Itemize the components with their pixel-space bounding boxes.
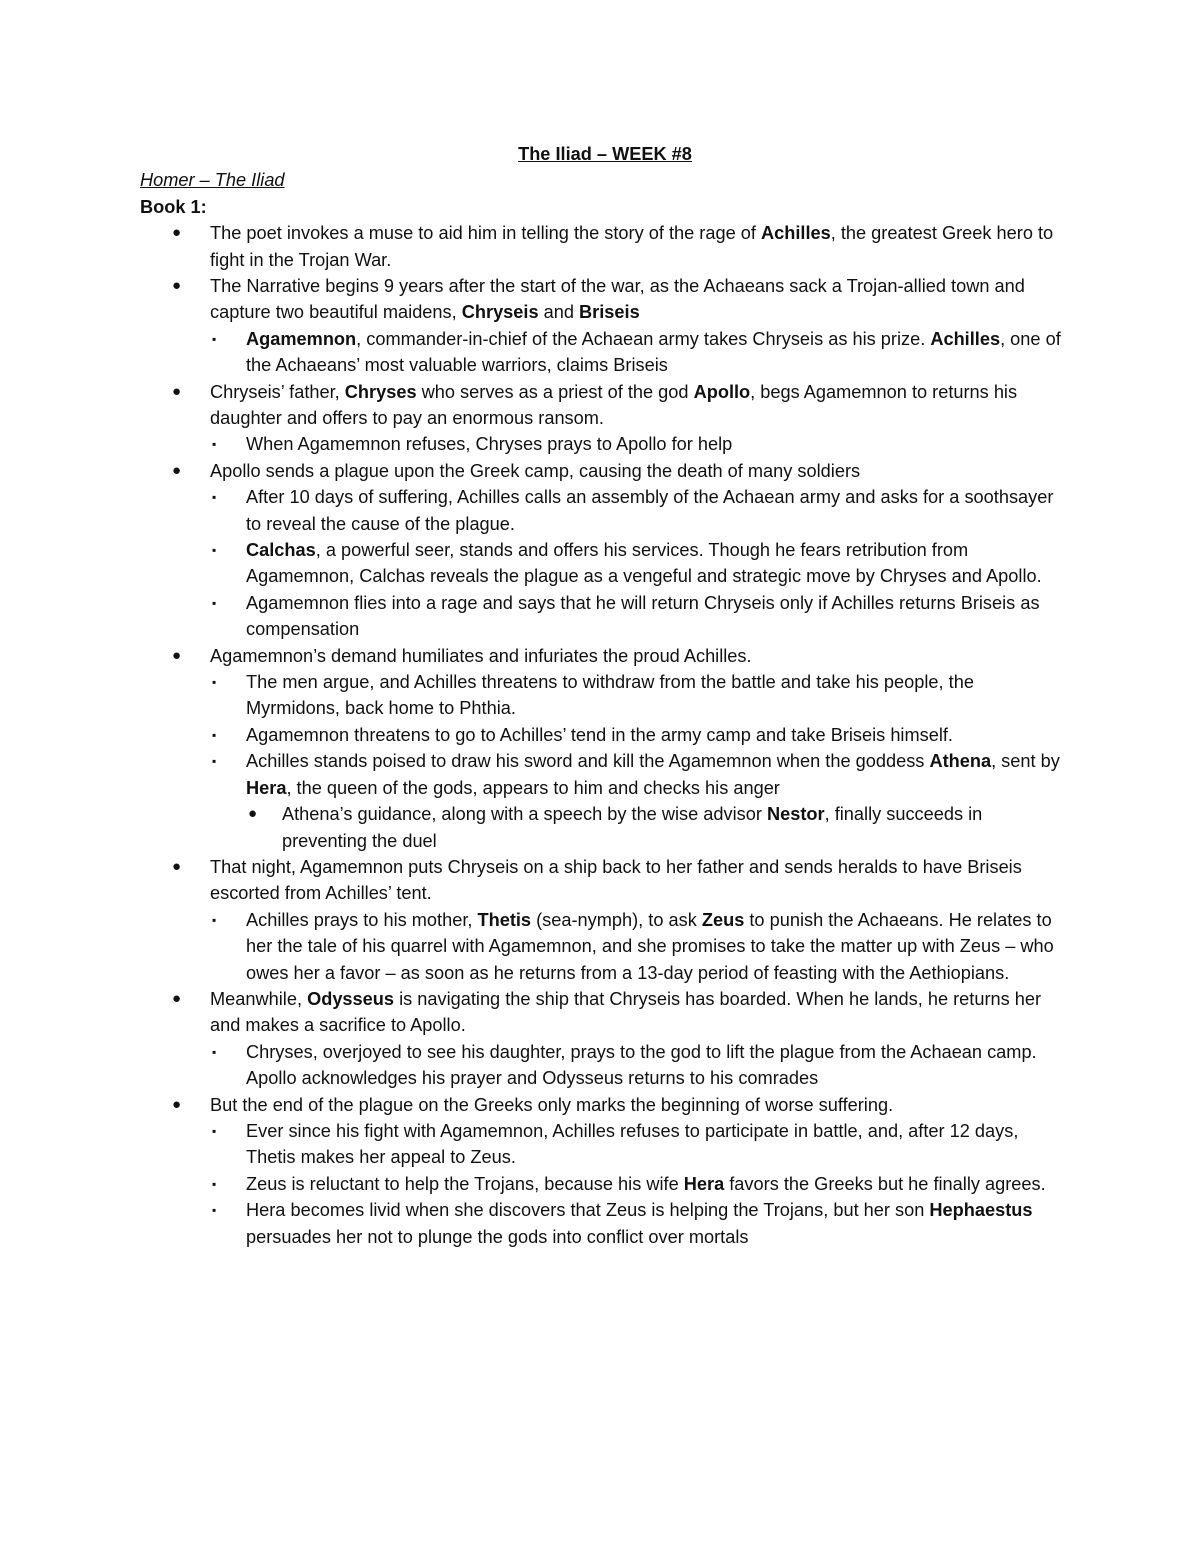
bold-term: Achilles [930, 328, 1001, 349]
item-text: , the queen of the gods, appears to him and checks his anger [286, 777, 780, 798]
item-text: Achilles prays to his mother, [246, 909, 478, 930]
dot-bullet-icon: ● [248, 805, 258, 823]
list-item [140, 1197, 1070, 1250]
list-item [140, 537, 1070, 590]
notes-list [140, 220, 1070, 1250]
item-text: But the end of the plague on the Greeks only marks the beginning of worse suffering. [210, 1094, 894, 1115]
bold-term: Odysseus [307, 988, 395, 1009]
square-bullet-icon: ▪ [212, 543, 217, 558]
item-text: who serves as a priest of the god [416, 381, 694, 402]
list-item [140, 1092, 1070, 1118]
item-text: Agamemnon’s demand humiliates and infuriates the proud Achilles. [210, 645, 752, 666]
item-text: and [538, 302, 580, 323]
section-heading: Book 1: [140, 196, 207, 217]
square-bullet-icon: ▪ [212, 437, 217, 452]
item-text: , one of the Achaeans’ most valuable warriors, claims Briseis [246, 328, 1061, 376]
bold-term: Chryses [344, 381, 417, 402]
bold-term: Briseis [579, 302, 640, 323]
item-text: Meanwhile, [210, 988, 308, 1009]
square-bullet-icon: ▪ [212, 1203, 217, 1218]
list-item [140, 722, 1070, 748]
list-item [140, 273, 1070, 326]
item-text: Ever since his fight with Agamemnon, Achilles refuses to participate in battle, and, after 12 days, Thetis makes her appeal to Zeus. [246, 1120, 1019, 1168]
bold-term: Nestor [766, 804, 825, 825]
bold-term: Apollo [693, 381, 751, 402]
square-bullet-icon: ▪ [212, 727, 217, 742]
list-item [140, 458, 1070, 484]
list-item [140, 801, 1070, 854]
bold-term: Hera [246, 777, 287, 798]
dot-bullet-icon: ● [172, 382, 182, 400]
list-item [140, 748, 1070, 801]
list-item [140, 379, 1070, 432]
item-text: , sent by [991, 751, 1060, 772]
square-bullet-icon: ▪ [212, 675, 217, 690]
list-item [140, 484, 1070, 537]
item-text: is navigating the ship that Chryseis has boarded. When he lands, he returns her and makes a sacrifice to Apollo. [210, 988, 1042, 1036]
list-item [140, 643, 1070, 669]
dot-bullet-icon: ● [172, 1095, 182, 1113]
square-bullet-icon: ▪ [212, 1176, 217, 1191]
square-bullet-icon: ▪ [212, 912, 217, 927]
document-body [140, 141, 1070, 1250]
item-text: , a powerful seer, stands and offers his services. Though he fears retribution from Agamemnon, Calchas reveals the plague as a vengeful and strategic move by Chryses and Apollo. [246, 540, 1042, 587]
bold-term: Zeus [701, 909, 745, 930]
item-text: Athena’s guidance, along with a speech by the wise advisor [282, 804, 767, 825]
item-text: After 10 days of suffering, Achilles calls an assembly of the Achaean army and asks for a soothsayer to reveal the cause of the plague. [246, 487, 1054, 534]
square-bullet-icon: ▪ [212, 490, 217, 505]
item-text: to punish the Achaeans. He relates to her the tale of his quarrel with Agamemnon, and she promises to take the matter up with Zeus – who owes her a favor – as soon as he returns from a 13-day period of feasting with the Aethiopians. [246, 909, 1054, 983]
bold-term: Chryseis [461, 302, 539, 323]
item-text: Chryses, overjoyed to see his daughter, prays to the god to lift the plague from the Achaean camp. Apollo acknowledges his prayer and Odysseus returns to his comrades [246, 1041, 1037, 1089]
square-bullet-icon: ▪ [212, 754, 217, 769]
list-item [140, 1039, 1070, 1092]
square-bullet-icon: ▪ [212, 331, 217, 346]
bold-term: Calchas [246, 540, 316, 561]
item-text: Agamemnon threatens to go to Achilles’ tend in the army camp and take Briseis himself. [246, 724, 953, 745]
dot-bullet-icon: ● [172, 224, 182, 242]
square-bullet-icon: ▪ [212, 1044, 217, 1059]
list-item [140, 326, 1070, 379]
bold-term: Hephaestus [929, 1200, 1033, 1221]
bold-term: Thetis [477, 909, 532, 930]
item-text: Zeus is reluctant to help the Trojans, because his wife [246, 1173, 684, 1194]
item-text: Achilles stands poised to draw his sword and kill the Agamemnon when the goddess [246, 751, 930, 772]
square-bullet-icon: ▪ [212, 595, 217, 610]
list-item [140, 220, 1070, 273]
item-text: Apollo sends a plague upon the Greek camp, causing the death of many soldiers [210, 460, 861, 481]
bold-term: Achilles [760, 223, 831, 244]
item-text: The Narrative begins 9 years after the start of the war, as the Achaeans sack a Trojan-allied town and capture two beautiful maidens, [210, 275, 1025, 323]
dot-bullet-icon: ● [172, 461, 182, 479]
item-text: , commander-in-chief of the Achaean army takes Chryseis as his prize. [356, 328, 931, 349]
dot-bullet-icon: ● [172, 857, 182, 875]
dot-bullet-icon: ● [172, 989, 182, 1007]
list-item [140, 431, 1070, 457]
item-text: The poet invokes a muse to aid him in telling the story of the rage of [210, 223, 761, 244]
document-subtitle: Homer – The Iliad [140, 170, 285, 191]
list-item [140, 669, 1070, 722]
item-text: , begs Agamemnon to returns his daughter and offers to pay an enormous ransom. [210, 381, 1018, 429]
item-text: favors the Greeks but he finally agrees. [724, 1173, 1046, 1194]
list-item [140, 986, 1070, 1039]
dot-bullet-icon: ● [172, 646, 182, 664]
document-title: The Iliad – WEEK #8 [518, 144, 692, 164]
list-item [140, 1171, 1070, 1197]
list-item [140, 1118, 1070, 1171]
item-text: (sea-nymph), to ask [531, 909, 702, 930]
list-item [140, 590, 1070, 643]
item-text: The men argue, and Achilles threatens to withdraw from the battle and take his people, the Myrmidons, back home to Phthia. [246, 672, 974, 719]
list-item [140, 907, 1070, 986]
bold-term: Athena [929, 751, 992, 772]
bold-term: Agamemnon [246, 328, 357, 349]
item-text: Hera becomes livid when she discovers that Zeus is helping the Trojans, but her son [246, 1200, 930, 1221]
dot-bullet-icon: ● [172, 276, 182, 294]
bold-term: Hera [683, 1173, 725, 1194]
item-text: When Agamemnon refuses, Chryses prays to Apollo for help [246, 434, 733, 455]
item-text: , the greatest Greek hero to fight in the Trojan War. [210, 223, 1054, 270]
item-text: persuades her not to plunge the gods into conflict over mortals [246, 1226, 749, 1247]
square-bullet-icon: ▪ [212, 1123, 217, 1138]
list-item [140, 854, 1070, 907]
item-text: Chryseis’ father, [210, 381, 345, 402]
item-text: , finally succeeds in preventing the duel [282, 804, 983, 851]
item-text: Agamemnon flies into a rage and says that he will return Chryseis only if Achilles returns Briseis as compensation [246, 592, 1040, 640]
item-text: That night, Agamemnon puts Chryseis on a ship back to her father and sends heralds to have Briseis escorted from Achilles’ tent. [210, 856, 1022, 904]
